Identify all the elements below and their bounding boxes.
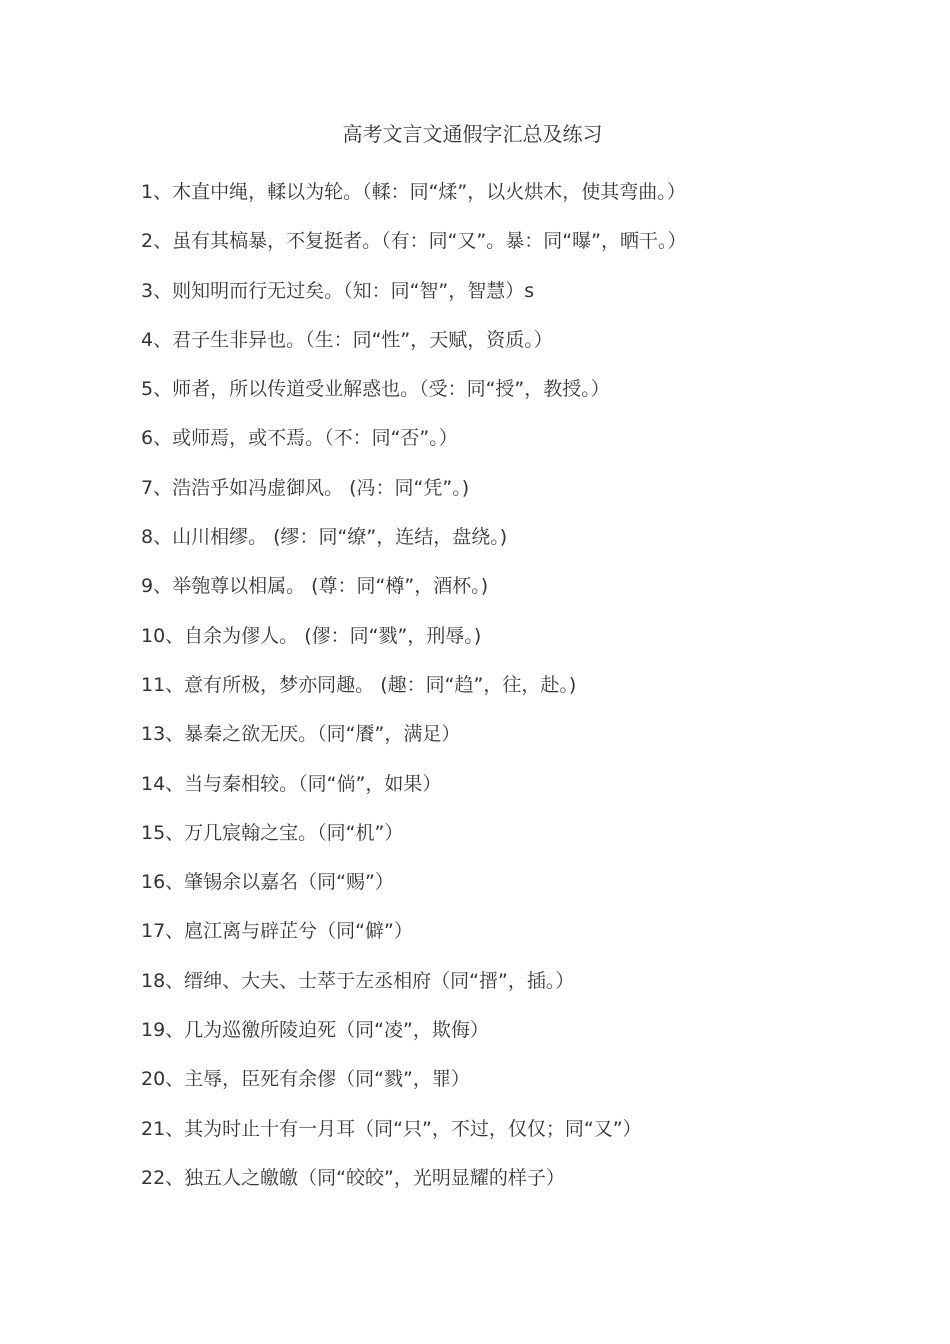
list-item: 9、举匏尊以相属。 (尊：同“樽”，酒杯。) [141, 575, 489, 598]
item-list [141, 176, 931, 1211]
list-item: 13、暴秦之欲无厌。（同“餍”，满足） [141, 723, 461, 746]
list-item: 11、意有所极，梦亦同趣。 (趣：同“趋”，往，赴。) [141, 673, 577, 696]
list-item: 5、师者，所以传道受业解惑也。（受：同“授”，教授。） [141, 378, 610, 401]
list-item: 7、浩浩乎如冯虚御风。 (冯：同“凭”。) [141, 476, 470, 499]
list-item: 17、扈江离与辟芷兮（同“僻”） [141, 920, 413, 943]
list-item: 19、几为巡徼所陵迫死（同“凌”，欺侮） [141, 1019, 489, 1042]
list-item: 1、木直中绳，輮以为轮。（輮：同“煣”，以火烘木，使其弯曲。） [141, 181, 686, 203]
list-item: 2、虽有其槁暴，不复挺者。（有：同“又”。暴：同“曝”，晒干。） [141, 230, 687, 253]
list-item: 8、山川相缪。 (缪：同“缭”，连结，盘绕。) [141, 526, 508, 549]
list-item: 16、肇锡余以嘉名（同“赐”） [141, 871, 394, 894]
list-item: 10、自余为僇人。 (僇：同“戮”，刑辱。) [141, 624, 482, 647]
list-item: 3、则知明而行无过矣。（知：同“智”，智慧）s [141, 279, 535, 302]
list-item: 15、万几宸翰之宝。（同“机”） [141, 821, 404, 844]
document-title: 高考文言文通假字汇总及练习 [342, 122, 603, 146]
list-item: 14、当与秦相较。（同“倘”，如果） [141, 772, 442, 795]
list-item: 18、缙绅、大夫、士萃于左丞相府（同“搢”，插。） [141, 969, 575, 992]
list-item: 22、独五人之皦皦（同“皎皎”，光明显耀的样子） [141, 1166, 565, 1189]
list-item: 21、其为时止十有一月耳（同“只”，不过，仅仅；同“又”） [141, 1117, 642, 1140]
list-item: 6、或师焉，或不焉。（不：同“否”。） [141, 427, 458, 450]
list-item: 20、主辱，臣死有余僇（同“戮”，罪） [141, 1068, 470, 1091]
list-item: 4、君子生非异也。（生：同“性”，天赋，资质。） [141, 328, 553, 351]
